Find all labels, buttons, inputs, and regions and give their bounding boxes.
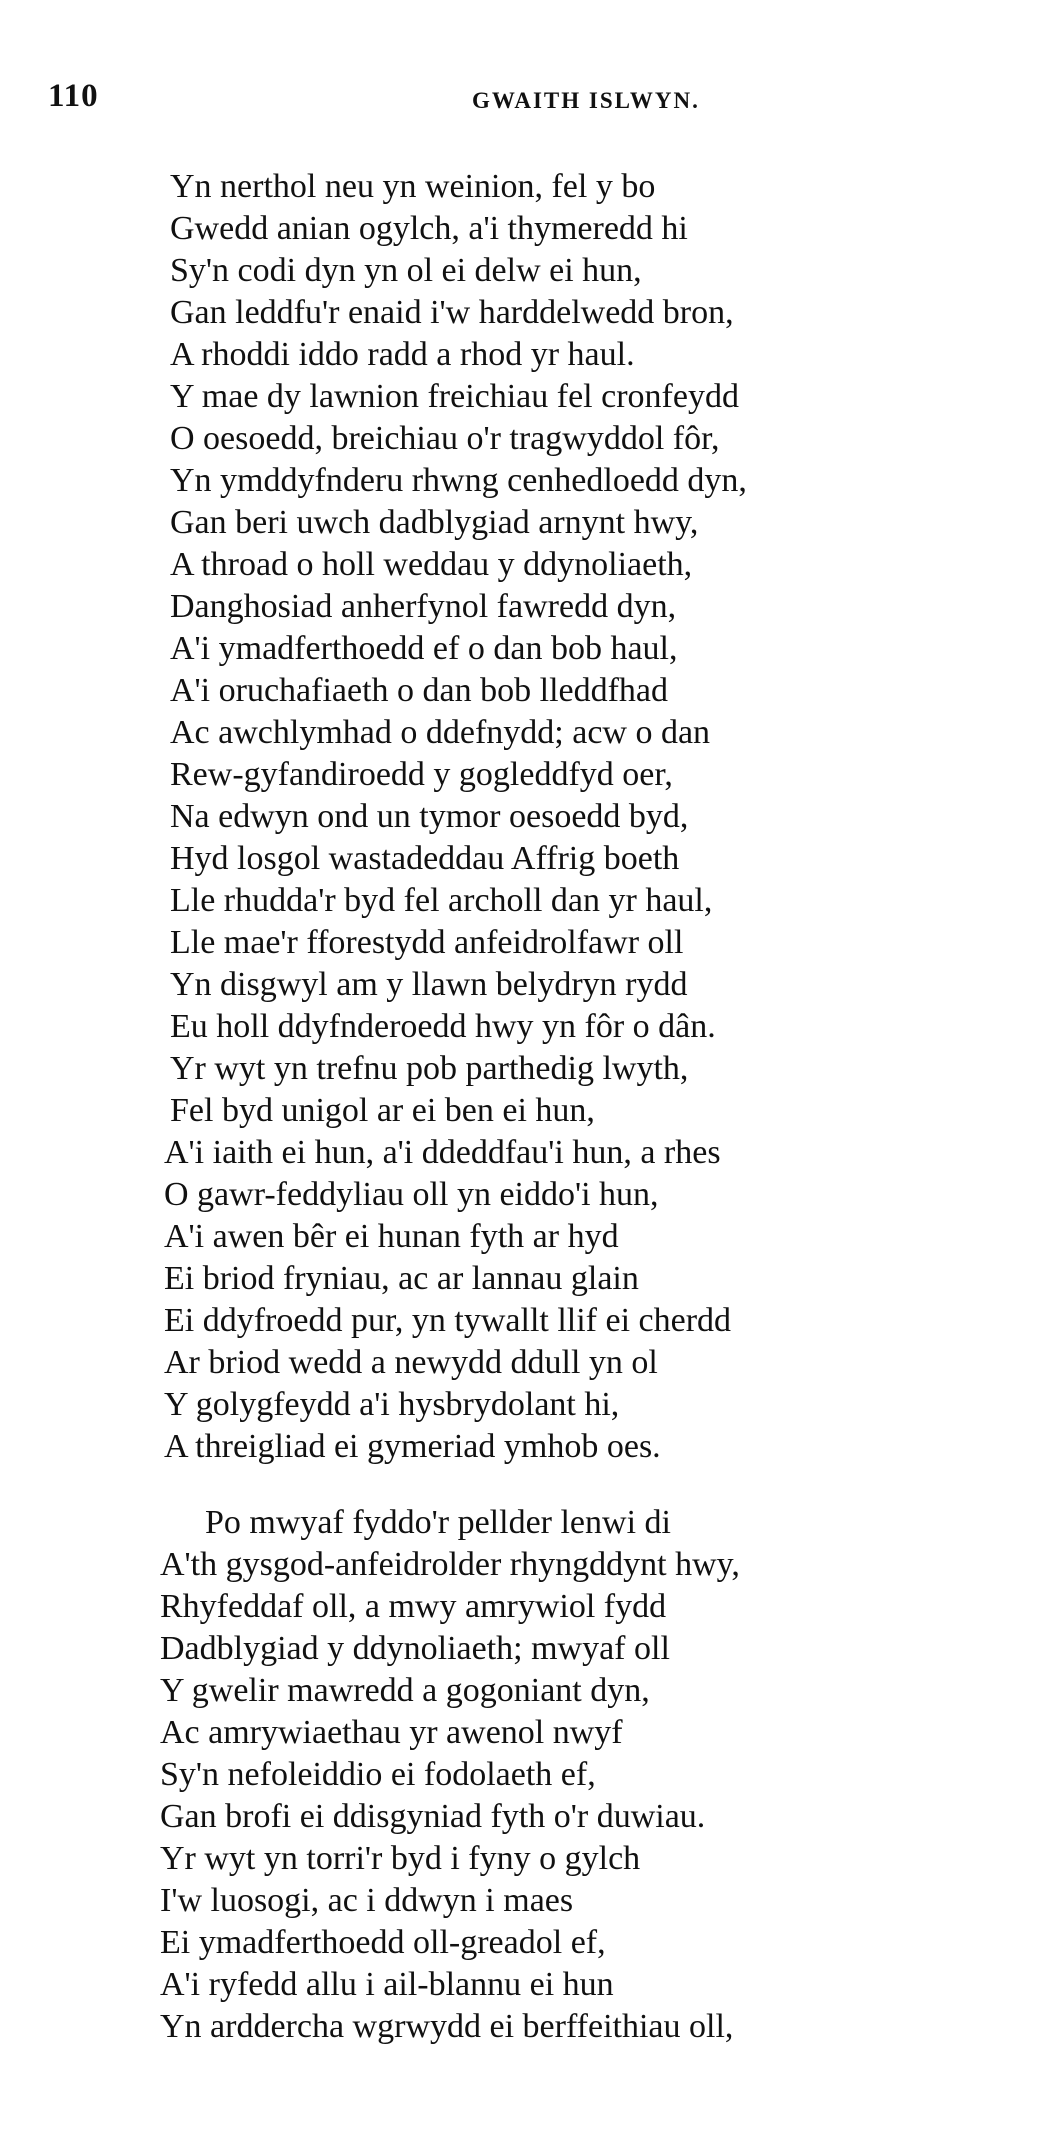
verse-line: Yn nerthol neu yn weinion, fel y bo [170,168,656,205]
verse-line: Ei ddyfroedd pur, yn tywallt llif ei cherdd [164,1302,732,1339]
verse-line: Dadblygiad y ddynoliaeth; mwyaf oll [160,1630,670,1667]
verse-line: Sy'n codi dyn yn ol ei delw ei hun, [170,252,642,289]
stanza-1 [164,166,747,1468]
verse-line: Ac awchlymhad o ddefnydd; acw o dan [170,714,711,751]
verse-line: Yn arddercha wgrwydd ei berffeithiau oll, [160,2008,734,2045]
verse-line: A'th gysgod-anfeidrolder rhyngddynt hwy, [160,1546,740,1583]
verse-line: Rhyfeddaf oll, a mwy amrywiol fydd [160,1588,667,1625]
running-head: GWAITH ISLWYN. [472,88,700,113]
stanza-2 [160,1502,740,2048]
verse-line: A'i ryfedd allu i ail-blannu ei hun [160,1966,614,2003]
verse-line: Ei briod fryniau, ac ar lannau glain [164,1260,639,1297]
verse-line: Lle rhudda'r byd fel archoll dan yr haul, [170,882,713,919]
verse-line: A'i awen bêr ei hunan fyth ar hyd [164,1218,619,1255]
verse-line: A threigliad ei gymeriad ymhob oes. [164,1428,661,1465]
verse-line: Sy'n nefoleiddio ei fodolaeth ef, [160,1756,596,1793]
verse-line: Hyd losgol wastadeddau Affrig boeth [170,840,680,877]
verse-line: Gwedd anian ogylch, a'i thymeredd hi [170,210,688,247]
verse-line: Ar briod wedd a newydd ddull yn ol [164,1344,658,1381]
verse-line: Gan leddfu'r enaid i'w harddelwedd bron, [170,294,734,331]
verse-line: Y mae dy lawnion freichiau fel cronfeydd [170,378,739,415]
verse-line-indented: Po mwyaf fyddo'r pellder lenwi di [205,1504,671,1541]
verse-line: Fel byd unigol ar ei ben ei hun, [170,1092,595,1129]
verse-line: Gan brofi ei ddisgyniad fyth o'r duwiau. [160,1798,706,1835]
verse-line: A'i oruchafiaeth o dan bob lleddfhad [170,672,669,709]
verse-line: Ei ymadferthoedd oll-greadol ef, [160,1924,606,1961]
verse-line: Yr wyt yn torri'r byd i fyny o gylch [160,1840,641,1877]
verse-line: O gawr-feddyliau oll yn eiddo'i hun, [164,1176,659,1213]
verse-line: A throad o holl weddau y ddynoliaeth, [170,546,693,583]
verse-line: Yn ymddyfnderu rhwng cenhedloedd dyn, [170,462,747,499]
verse-line: A'i iaith ei hun, a'i ddeddfau'i hun, a rhes [164,1134,721,1171]
page-number: 110 [48,78,99,114]
verse-line: I'w luosogi, ac i ddwyn i maes [160,1882,574,1919]
verse-line: Lle mae'r fforestydd anfeidrolfawr oll [170,924,684,961]
verse-line: Gan beri uwch dadblygiad arnynt hwy, [170,504,699,541]
verse-line: O oesoedd, breichiau o'r tragwyddol fôr, [170,420,720,457]
verse-line: A'i ymadferthoedd ef o dan bob haul, [170,630,678,667]
verse-line: Yn disgwyl am y llawn belydryn rydd [170,966,688,1003]
verse-line: Danghosiad anherfynol fawredd dyn, [170,588,677,625]
verse-line: Rew-gyfandiroedd y gogleddfyd oer, [170,756,673,793]
verse-line: Yr wyt yn trefnu pob parthedig lwyth, [170,1050,689,1087]
verse-line: Na edwyn ond un tymor oesoedd byd, [170,798,689,835]
verse-line: Ac amrywiaethau yr awenol nwyf [160,1714,623,1751]
verse-line: Eu holl ddyfnderoedd hwy yn fôr o dân. [170,1008,716,1045]
verse-line: A rhoddi iddo radd a rhod yr haul. [170,336,635,373]
verse-line: Y golygfeydd a'i hysbrydolant hi, [164,1386,620,1423]
verse-line: Y gwelir mawredd a gogoniant dyn, [160,1672,650,1709]
